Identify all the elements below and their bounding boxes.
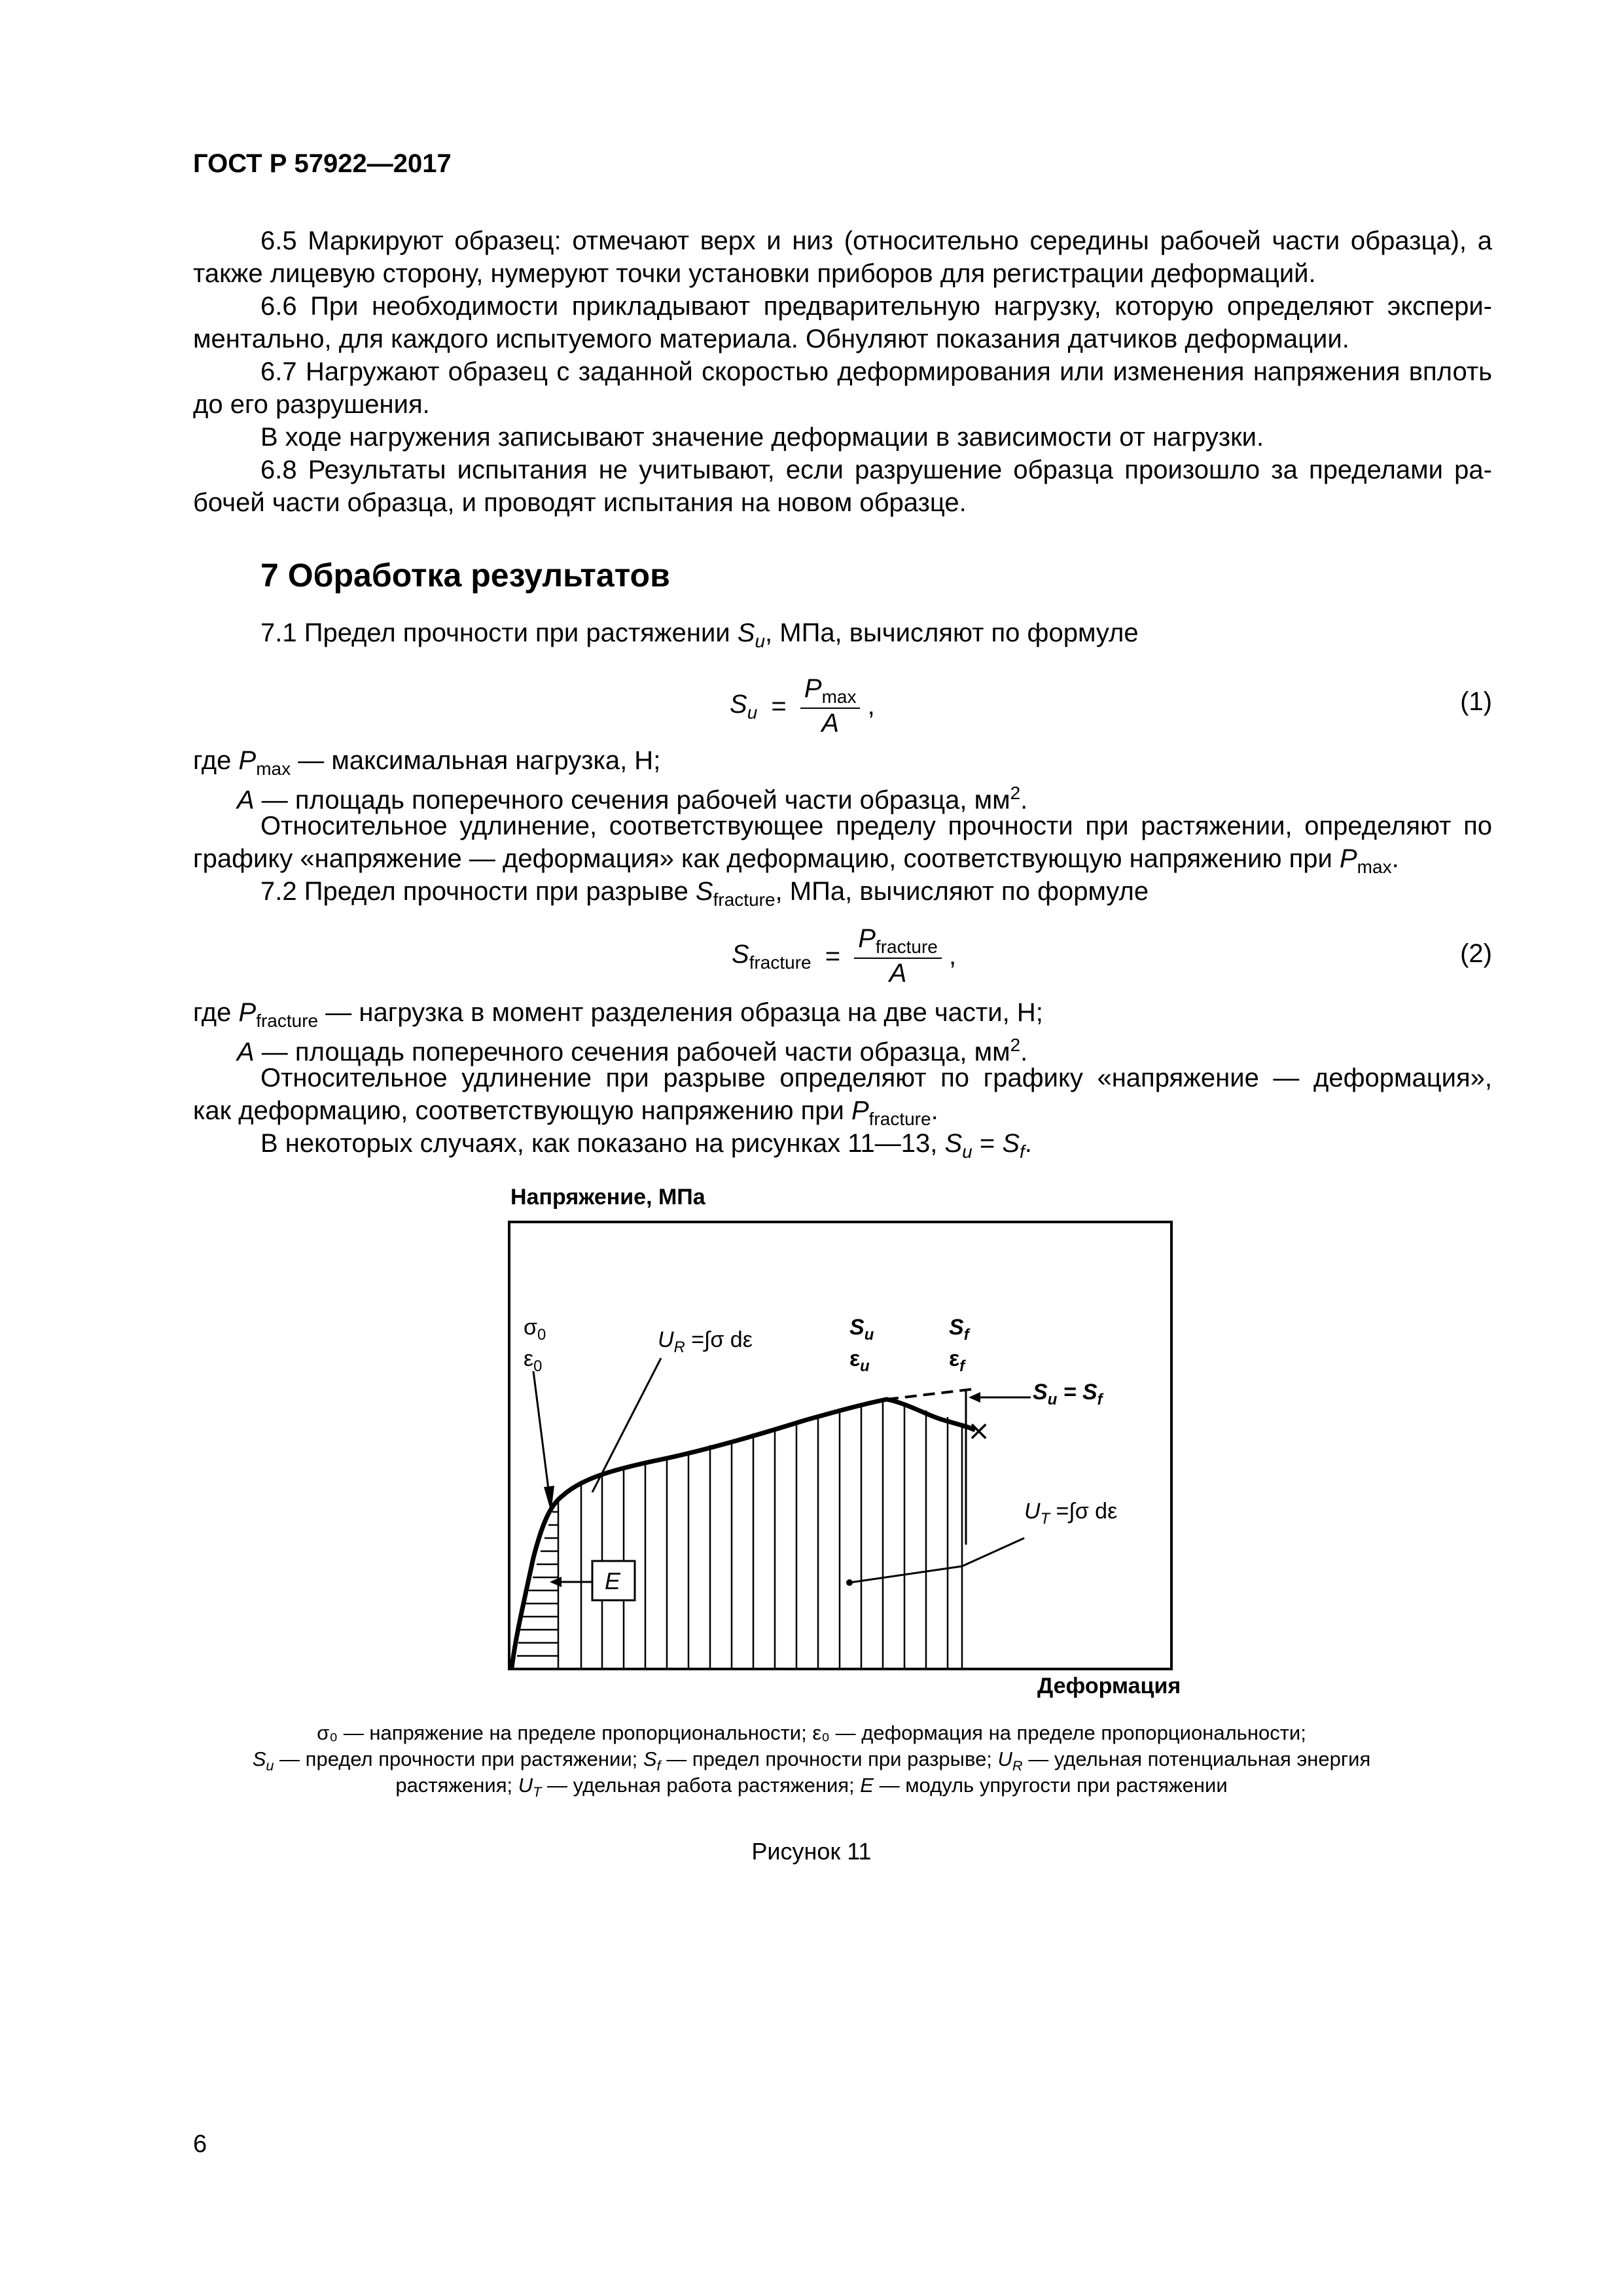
figure-y-axis-label: Напряжение, МПа <box>510 1185 705 1210</box>
paragraph-6-6: 6.6 При необходимости прикладывают предварительную нагрузку, которую определяют экспериментально, для каждого испытуемого материала. Обнуляют показания датчиков деформации. <box>193 292 1492 353</box>
ur-label: $U_R =\int\sigma$ dε <box>658 1327 753 1356</box>
elongation-text-2-line2: как деформацию, соответствующую напряжению при $P_{fracture}$. <box>193 1096 938 1129</box>
ut-pointer <box>962 1538 1024 1566</box>
formula-2: $S_{fracture}$ = $\frac{P_{fracture}}{A}$ , <box>732 924 957 988</box>
page-number: 6 <box>193 2130 207 2158</box>
su-equals-sf-label: $S_u = S_f$ <box>1033 1380 1103 1408</box>
fracture-mark: × <box>967 1414 991 1446</box>
paragraph-7-1: 7.1 Предел прочности при растяжении $S_u$, МПа, вычисляют по формуле <box>260 619 1139 651</box>
paragraph-7-2: 7.2 Предел прочности при разрыве $S_{fracture}$, МПа, вычисляют по формуле <box>260 877 1149 910</box>
modulus-label: E <box>605 1568 621 1594</box>
paragraph-6-5: 6.5 Маркируют образец: отмечают верх и низ (относительно середины рабочей части образца), а также лицевую сторону, нумеруют точки установки приборов для регистрации деформаций. <box>193 226 1492 288</box>
elongation-text-1-line1: Относительное удлинение, соответствующее пределу прочности при растяжении, определяют по <box>260 812 1492 840</box>
su-equals-sf-note: В некоторых случаях, как показано на рисунках 11—13, $S_u = S_f$. <box>260 1129 1032 1162</box>
stress-strain-figure <box>504 1217 1185 1676</box>
section-7-heading: 7 Обработка результатов <box>260 557 670 594</box>
ur-pointer <box>592 1358 661 1492</box>
sigma0-arrow <box>533 1371 548 1489</box>
su-eu-label: $S_u$ $\varepsilon_u$ <box>849 1315 874 1375</box>
equation-number-2: (2) <box>1460 939 1492 968</box>
figure-caption-line1: σ₀ — напряжение на пределе пропорциональности; ε₀ — деформация на пределе пропорциональности; <box>317 1721 1306 1744</box>
figure-caption-line3: растяжения; $U_T$ — удельная работа растяжения; E — модуль упругости при растяжении <box>395 1774 1228 1801</box>
elongation-text-1-line2: графику «напряжение — деформация» как деформацию, соответствующую напряжению при $P_{max}$. <box>193 844 1399 877</box>
figure-caption-line2: $S_u$ — предел прочности при растяжении; $S_f$ — предел прочности при разрыве; $U_R$ — удельная потенциальная энергия <box>252 1748 1371 1774</box>
where-area-2: A — площадь поперечного сечения рабочей части образца, $мм^2$. <box>237 1035 1028 1067</box>
figure-title: Рисунок 11 <box>751 1838 872 1865</box>
ur-hatch-lines <box>517 1499 558 1668</box>
where-pmax: где $P_{max}$ — максимальная нагрузка, Н; <box>193 746 661 779</box>
paragraph-6-7: 6.7 Нагружают образец с заданной скоростью деформирования или изменения напряжения вплоть до его разрушения. <box>193 357 1492 419</box>
formula-1: $S_u$ = $\frac{P_{max}}{A}$ , <box>730 674 875 738</box>
elongation-text-2-line1: Относительное удлинение при разрыве определяют по графику «напряжение — деформация», <box>260 1064 1492 1092</box>
ut-hatch-lines <box>581 1399 962 1668</box>
figure-x-axis-label: Деформация <box>1037 1674 1181 1698</box>
paragraph-6-7-recording: В ходе нагружения записывают значение деформации в зависимости от нагрузки. <box>260 423 1264 452</box>
sigma0-label: $\sigma_0$ $\varepsilon_0$ <box>524 1315 546 1375</box>
where-area-1: A — площадь поперечного сечения рабочей части образца, $мм^2$. <box>237 783 1028 815</box>
where-pfracture: где $P_{fracture}$ — нагрузка в момент разделения образца на две части, Н; <box>193 998 1043 1031</box>
equation-number-1: (1) <box>1460 687 1492 716</box>
ut-label: $U_T =\int\sigma$ dε <box>1024 1499 1118 1528</box>
paragraph-6-8: 6.8 Результаты испытания не учитывают, если разрушение образца произошло за пределами рабочей части образца, и проводят испытания на новом образце. <box>193 456 1492 517</box>
sf-ef-label: $S_f$ $\varepsilon_f$ <box>949 1315 969 1375</box>
document-header: ГОСТ Р 57922—2017 <box>193 149 452 178</box>
dashed-extension <box>887 1389 975 1399</box>
